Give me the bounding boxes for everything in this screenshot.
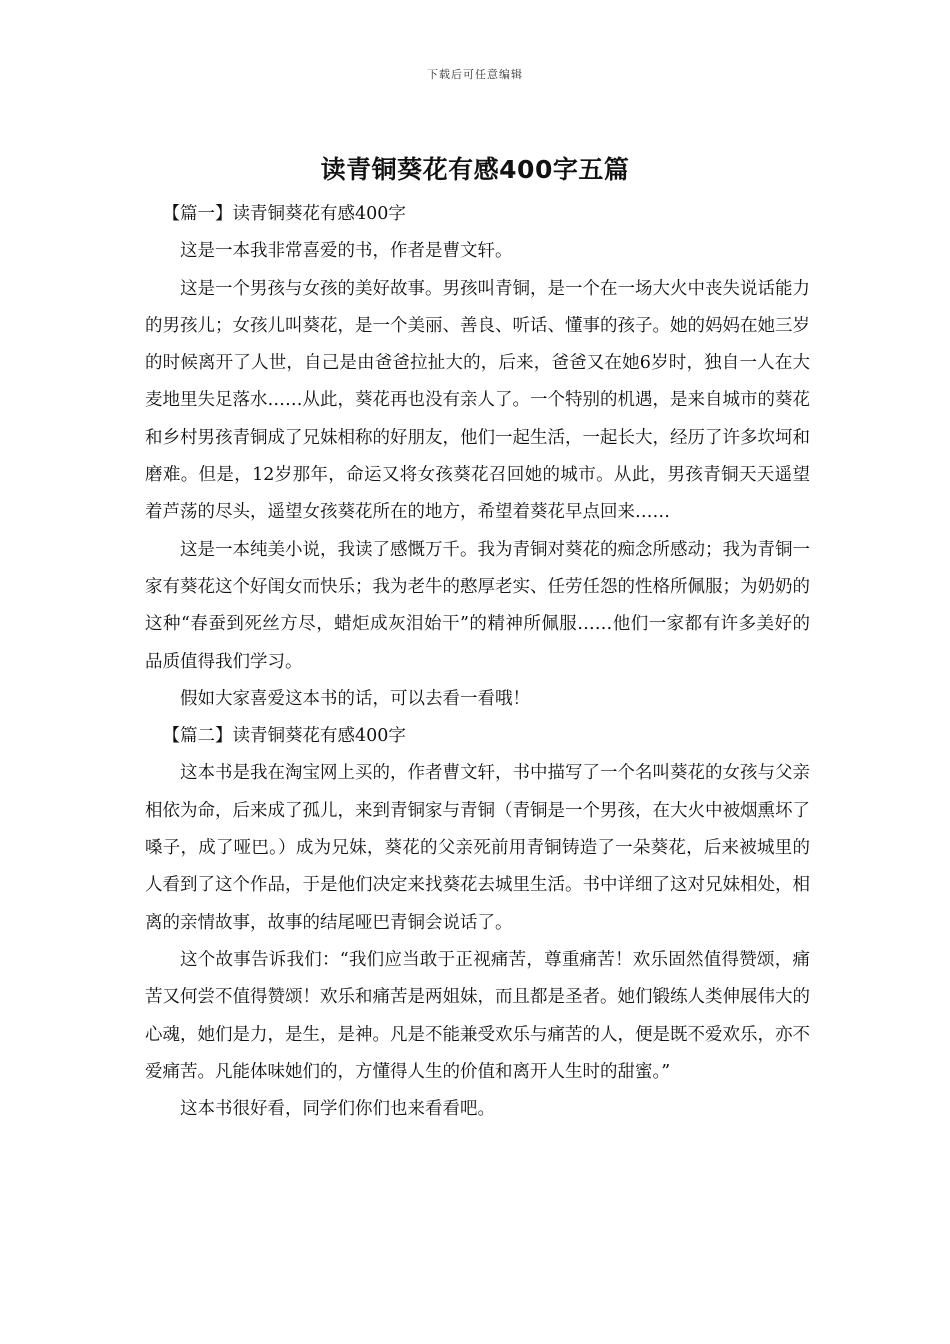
section-heading-2: 【篇二】读青铜葵花有感400字 <box>162 726 406 747</box>
paragraph: 这是一个男孩与女孩的美好故事。男孩叫青铜，是一个在一场大火中丧失说话能力的男孩儿；女孩儿叫葵花，是一个美丽、善良、听话、懂事的孩子。她的妈妈在她三岁的时候离开了人世，自己是由爸爸拉扯大的，后来，爸爸又在她6岁时，独自一人在大麦地里失足落水……从此，葵花再也没有亲人了。一个特别的机遇，是来自城市的葵花和乡村男孩青铜成了兄妹相称的好朋友，他们一起生活，一起长大，经历了许多坎坷和磨难。但是，12岁那年，命运又将女孩葵花召回她的城市。从此，男孩青铜天天遥望着芦荡的尽头，遥望女孩葵花所在的地方，希望着葵花早点回来…… <box>145 278 810 523</box>
section-heading-1: 【篇一】读青铜葵花有感400字 <box>162 204 406 224</box>
paragraph: 这是一本我非常喜爱的书，作者是曹文轩。 <box>180 241 513 262</box>
paragraph: 这本书是我在淘宝网上买的，作者曹文轩，书中描写了一个名叫葵花的女孩与父亲相依为命，后来成了孤儿，来到青铜家与青铜（青铜是一个男孩，在大火中被烟熏坏了嗓子，成了哑巴。）成为兄妹，葵花的父亲死前用青铜铸造了一朵葵花，后来被城里的人看到了这个作品，于是他们决定来找葵花去城里生活。书中详细了这对兄妹相处，相离的亲情故事，故事的结尾哑巴青铜会说话了。 <box>145 763 810 933</box>
page-header-note: 下载后可任意编辑 <box>427 68 523 81</box>
document-body <box>145 196 810 1128</box>
paragraph: 这是一本纯美小说，我读了感慨万千。我为青铜对葵花的痴念所感动；我为青铜一家有葵花这个好闺女而快乐；我为老牛的憨厚老实、任劳任怨的性格所佩服；为奶奶的这种“春蚕到死丝方尽，蜡炬成灰泪始干”的精神所佩服……他们一家都有许多美好的品质值得我们学习。 <box>145 539 810 672</box>
paragraph: 这本书很好看，同学们你们也来看看吧。 <box>180 1099 495 1120</box>
paragraph: 这个故事告诉我们：“我们应当敢于正视痛苦，尊重痛苦！欢乐固然值得赞颂，痛苦又何尝不值得赞颂！欢乐和痛苦是两姐妹，而且都是圣者。她们锻练人类伸展伟大的心魂，她们是力，是生，是神。凡是不能兼受欢乐与痛苦的人，便是既不爱欢乐，亦不爱痛苦。凡能体味她们的，方懂得人生的价值和离开人生时的甜蜜。” <box>145 949 810 1082</box>
document-title: 读青铜葵花有感400字五篇 <box>320 155 630 184</box>
paragraph: 假如大家喜爱这本书的话，可以去看一看哦！ <box>180 688 530 709</box>
